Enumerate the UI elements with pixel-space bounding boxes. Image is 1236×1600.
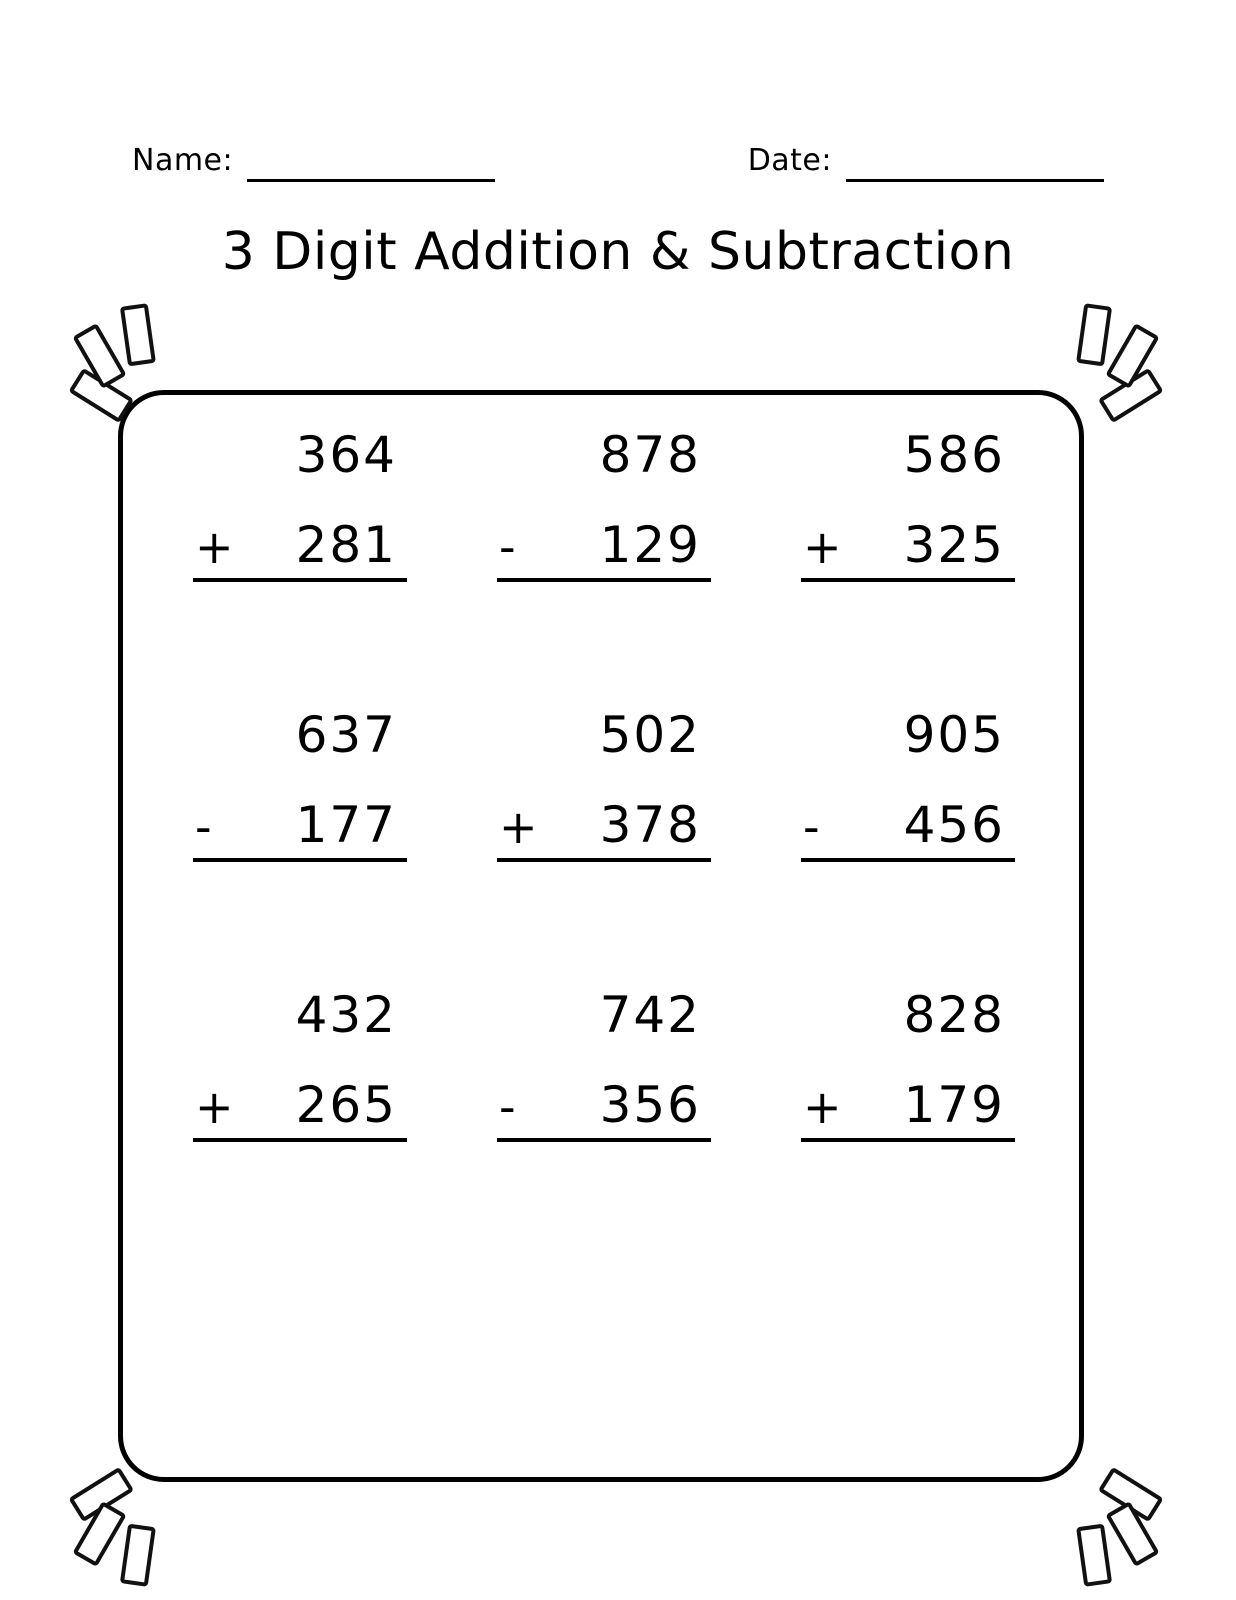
burst-ray — [1076, 1524, 1112, 1587]
problem-top-number: 502 — [599, 706, 701, 764]
problem-operator: - — [499, 520, 516, 574]
problem-operator: + — [499, 800, 538, 854]
problem-item[interactable] — [148, 426, 452, 710]
problem-bottom-row — [497, 516, 711, 582]
problem-top-number: 742 — [599, 986, 701, 1044]
problem-top-number: 905 — [903, 706, 1005, 764]
problem-bottom-number: 356 — [599, 1076, 701, 1134]
date-write-line[interactable] — [846, 151, 1104, 182]
burst-ray — [120, 303, 156, 366]
starburst-icon-top-right — [1040, 300, 1190, 450]
problem-operator: + — [803, 1080, 842, 1134]
problem-top-number: 586 — [903, 426, 1005, 484]
starburst-icon-bottom-left — [44, 1430, 194, 1580]
problem-operator: - — [803, 800, 820, 854]
student-info-row — [132, 126, 1104, 182]
problem-bottom-row — [801, 796, 1015, 862]
problem-operator: + — [195, 1080, 234, 1134]
problem-item[interactable] — [452, 986, 756, 1270]
burst-ray — [1076, 303, 1112, 366]
problem-operator: - — [499, 1080, 516, 1134]
problem-item[interactable] — [148, 986, 452, 1270]
problem-item[interactable] — [756, 706, 1060, 990]
date-label: Date: — [747, 143, 832, 178]
problem-bottom-number: 281 — [295, 516, 397, 574]
problem-item[interactable] — [148, 706, 452, 990]
burst-ray — [120, 1524, 156, 1587]
problem-top-number: 878 — [599, 426, 701, 484]
name-field[interactable] — [132, 143, 495, 182]
problem-bottom-number: 177 — [295, 796, 397, 854]
problem-bottom-number: 179 — [903, 1076, 1005, 1134]
problem-bottom-number: 265 — [295, 1076, 397, 1134]
problem-operator: + — [803, 520, 842, 574]
problem-bottom-row — [497, 1076, 711, 1142]
starburst-icon-bottom-right — [1040, 1430, 1190, 1580]
problem-bottom-row — [193, 796, 407, 862]
problem-top-number: 364 — [295, 426, 397, 484]
problems-grid — [148, 426, 1060, 1270]
page-title: 3 Digit Addition & Subtraction — [221, 222, 1015, 282]
problem-bottom-row — [193, 516, 407, 582]
problem-top-number: 828 — [903, 986, 1005, 1044]
starburst-icon-top-left — [44, 300, 194, 450]
problem-operator: - — [195, 800, 212, 854]
problem-bottom-row — [801, 1076, 1015, 1142]
problem-bottom-number: 129 — [599, 516, 701, 574]
problem-top-number: 432 — [295, 986, 397, 1044]
problem-bottom-number: 325 — [903, 516, 1005, 574]
problem-item[interactable] — [452, 706, 756, 990]
problem-item[interactable] — [756, 986, 1060, 1270]
problem-bottom-number: 378 — [599, 796, 701, 854]
problem-item[interactable] — [756, 426, 1060, 710]
problem-bottom-row — [801, 516, 1015, 582]
problem-bottom-row — [497, 796, 711, 862]
name-label: Name: — [132, 143, 234, 178]
problem-operator: + — [195, 520, 234, 574]
problem-bottom-number: 456 — [903, 796, 1005, 854]
date-field[interactable] — [747, 143, 1104, 182]
problem-bottom-row — [193, 1076, 407, 1142]
problem-top-number: 637 — [295, 706, 397, 764]
name-write-line[interactable] — [247, 151, 495, 182]
problem-item[interactable] — [452, 426, 756, 710]
